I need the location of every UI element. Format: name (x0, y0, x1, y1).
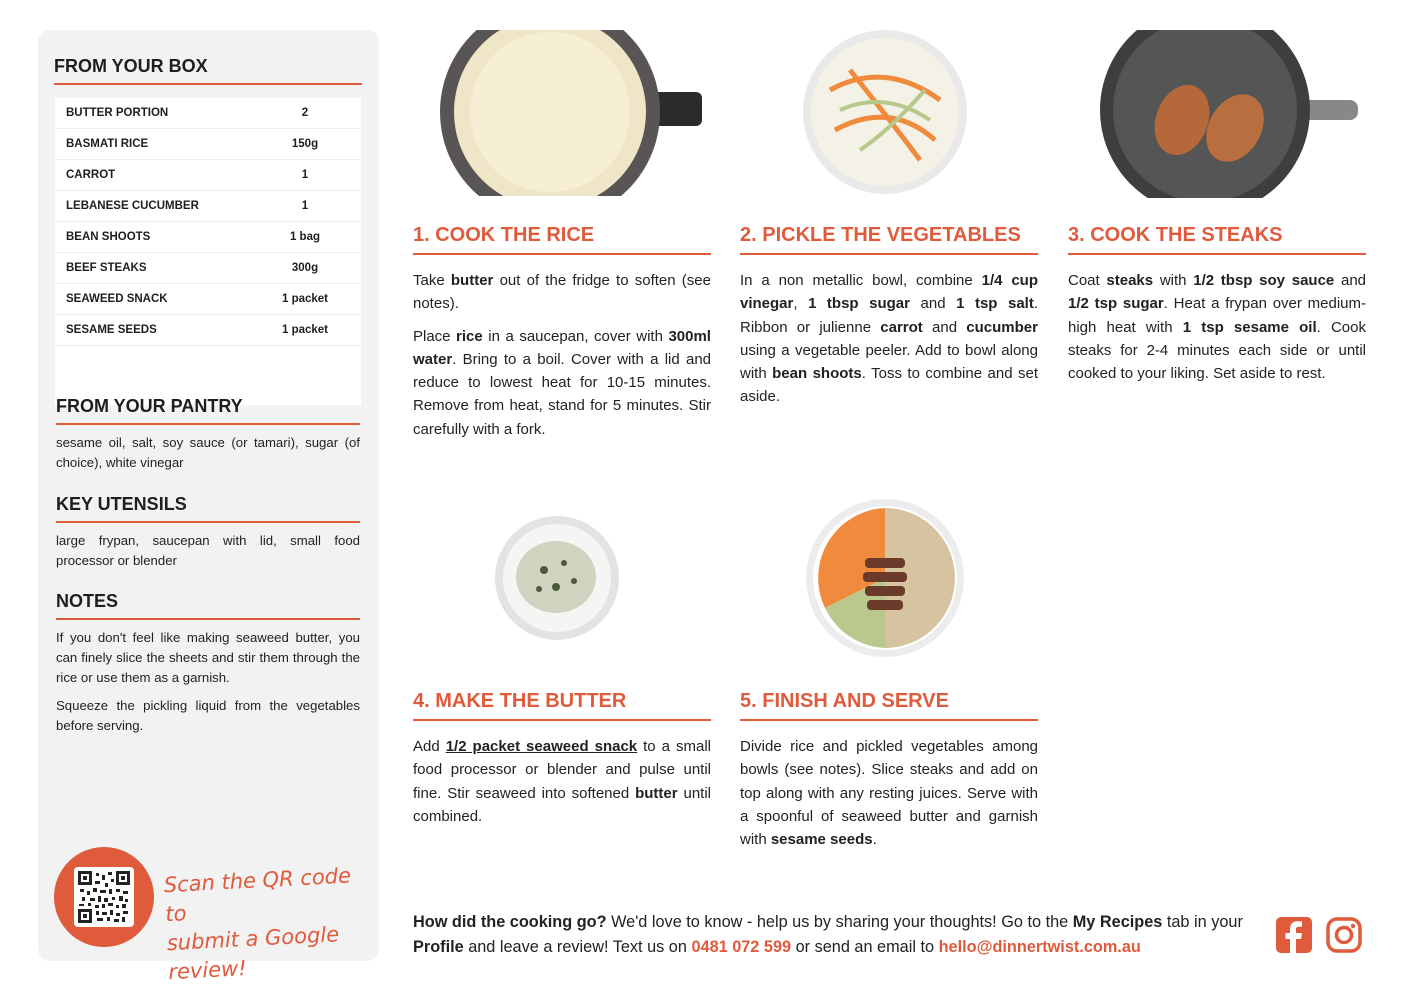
qr-code-icon[interactable] (74, 867, 134, 927)
sidebar (38, 30, 379, 985)
utensils-text: large frypan, saucepan with lid, small food processor or blender (56, 533, 360, 568)
instagram-icon[interactable] (1326, 917, 1362, 953)
pantry-title: FROM YOUR PANTRY (56, 396, 360, 425)
box-title: FROM YOUR BOX (54, 56, 362, 85)
qr-badge[interactable] (54, 847, 154, 947)
step-4-title: 4. MAKE THE BUTTER (413, 690, 711, 721)
step-4 (413, 690, 711, 837)
ingredient-name: BEEF STEAKS (66, 262, 147, 274)
ingredient-qty: 1 (301, 169, 309, 181)
pickled-vegetables-photo (800, 30, 970, 198)
review-footer: How did the cooking go? We'd love to know - help us by sharing your thoughts! Go to the My Recipes tab in your Profile and leave a review! Text us on 0481 072 599 or send an email to hello@dinnertwist.com.au (413, 913, 1243, 956)
ingredient-name: CARROT (66, 169, 116, 181)
notes-section (56, 591, 360, 744)
table-row (55, 284, 361, 315)
ingredient-qty: 1 (301, 200, 309, 212)
step-5 (740, 690, 1038, 860)
qr-caption-line-1: Scan the QR code to (163, 863, 352, 927)
table-row (55, 129, 361, 160)
notes-text (56, 628, 360, 736)
utensils-title: KEY UTENSILS (56, 494, 360, 523)
ingredient-qty: 1 packet (281, 324, 329, 336)
step-3 (1068, 224, 1366, 394)
table-row (55, 160, 361, 191)
pantry-section (56, 396, 360, 473)
step-3-text: Coat steaks with 1/2 tbsp soy sauce and 1/2 tsp sugar. Heat a frypan over medium-high heat with 1 tsp sesame oil. Cook steaks for 2-4 minutes each side or until cooked to your liking. Set aside to rest. (1068, 272, 1367, 383)
ingredient-name: LEBANESE CUCUMBER (66, 200, 199, 212)
step-2 (740, 224, 1038, 418)
final-dish-photo (805, 498, 965, 658)
step-5-text: Divide rice and pickled vegetables among bowls (see notes). Slice steaks and add on top along with any resting juices. Serve with a spoonful of seaweed butter and garnish with sesame seeds. (740, 738, 1038, 849)
step-1-text: Take butter out of the fridge to soften (see notes). Place rice in a saucepan, cover with 300ml water. Bring to a boil. Cover with a lid and reduce to lowest heat for 10-15 minutes. Remove from heat, stand for 5 minutes. Stir carefully with a fork. (413, 272, 711, 438)
ingredient-name: SESAME SEEDS (66, 324, 157, 336)
box-ingredients-table (55, 98, 361, 405)
step-2-title: 2. PICKLE THE VEGETABLES (740, 224, 1038, 255)
step-1 (413, 224, 711, 450)
ingredient-name: BASMATI RICE (66, 138, 149, 150)
ingredient-name: BEAN SHOOTS (66, 231, 151, 243)
facebook-icon[interactable] (1276, 917, 1312, 953)
ingredient-qty: 1 packet (281, 293, 329, 305)
ingredient-qty: 1 bag (289, 231, 321, 243)
qr-caption-line-2: submit a Google review! (166, 922, 340, 985)
table-row (55, 315, 361, 346)
step-4-text: Add 1/2 packet seaweed snack to a small food processor or blender and pulse until fine. Stir seaweed into softened butter until combined. (413, 738, 712, 825)
email-link[interactable]: hello@dinnertwist.com.au (938, 938, 1141, 956)
seaweed-butter-photo (494, 515, 620, 641)
ingredient-name: SEAWEED SNACK (66, 293, 168, 305)
step-3-title: 3. COOK THE STEAKS (1068, 224, 1366, 255)
pantry-text: sesame oil, salt, soy sauce (or tamari), sugar (of choice), white vinegar (56, 435, 360, 470)
step-2-text: In a non metallic bowl, combine 1/4 cup vinegar, 1 tbsp sugar and 1 tsp salt. Ribbon or julienne carrot and cucumber using a vegetable peeler. Add to bowl along with bean shoots. Toss to combine and set aside. (740, 272, 1038, 406)
note-2: Squeeze the pickling liquid from the vegetables before serving. (56, 698, 360, 733)
ingredient-qty: 150g (291, 138, 319, 150)
note-1: If you don't feel like making seaweed butter, you can finely slice the sheets and stir them through the rice or use them as a garnish. (56, 630, 360, 685)
table-row (55, 191, 361, 222)
rice-pot-photo (440, 30, 702, 198)
notes-title: NOTES (56, 591, 360, 620)
qr-caption (163, 861, 369, 987)
table-row (55, 222, 361, 253)
table-row (55, 98, 361, 129)
ingredient-qty: 2 (301, 107, 309, 119)
step-1-title: 1. COOK THE RICE (413, 224, 711, 255)
phone-link[interactable]: 0481 072 599 (691, 938, 792, 956)
utensils-section (56, 494, 360, 571)
table-row (55, 253, 361, 284)
ingredient-name: BUTTER PORTION (66, 107, 169, 119)
ingredient-qty: 300g (291, 262, 319, 274)
step-5-title: 5. FINISH AND SERVE (740, 690, 1038, 721)
steak-pan-photo (1100, 30, 1358, 198)
